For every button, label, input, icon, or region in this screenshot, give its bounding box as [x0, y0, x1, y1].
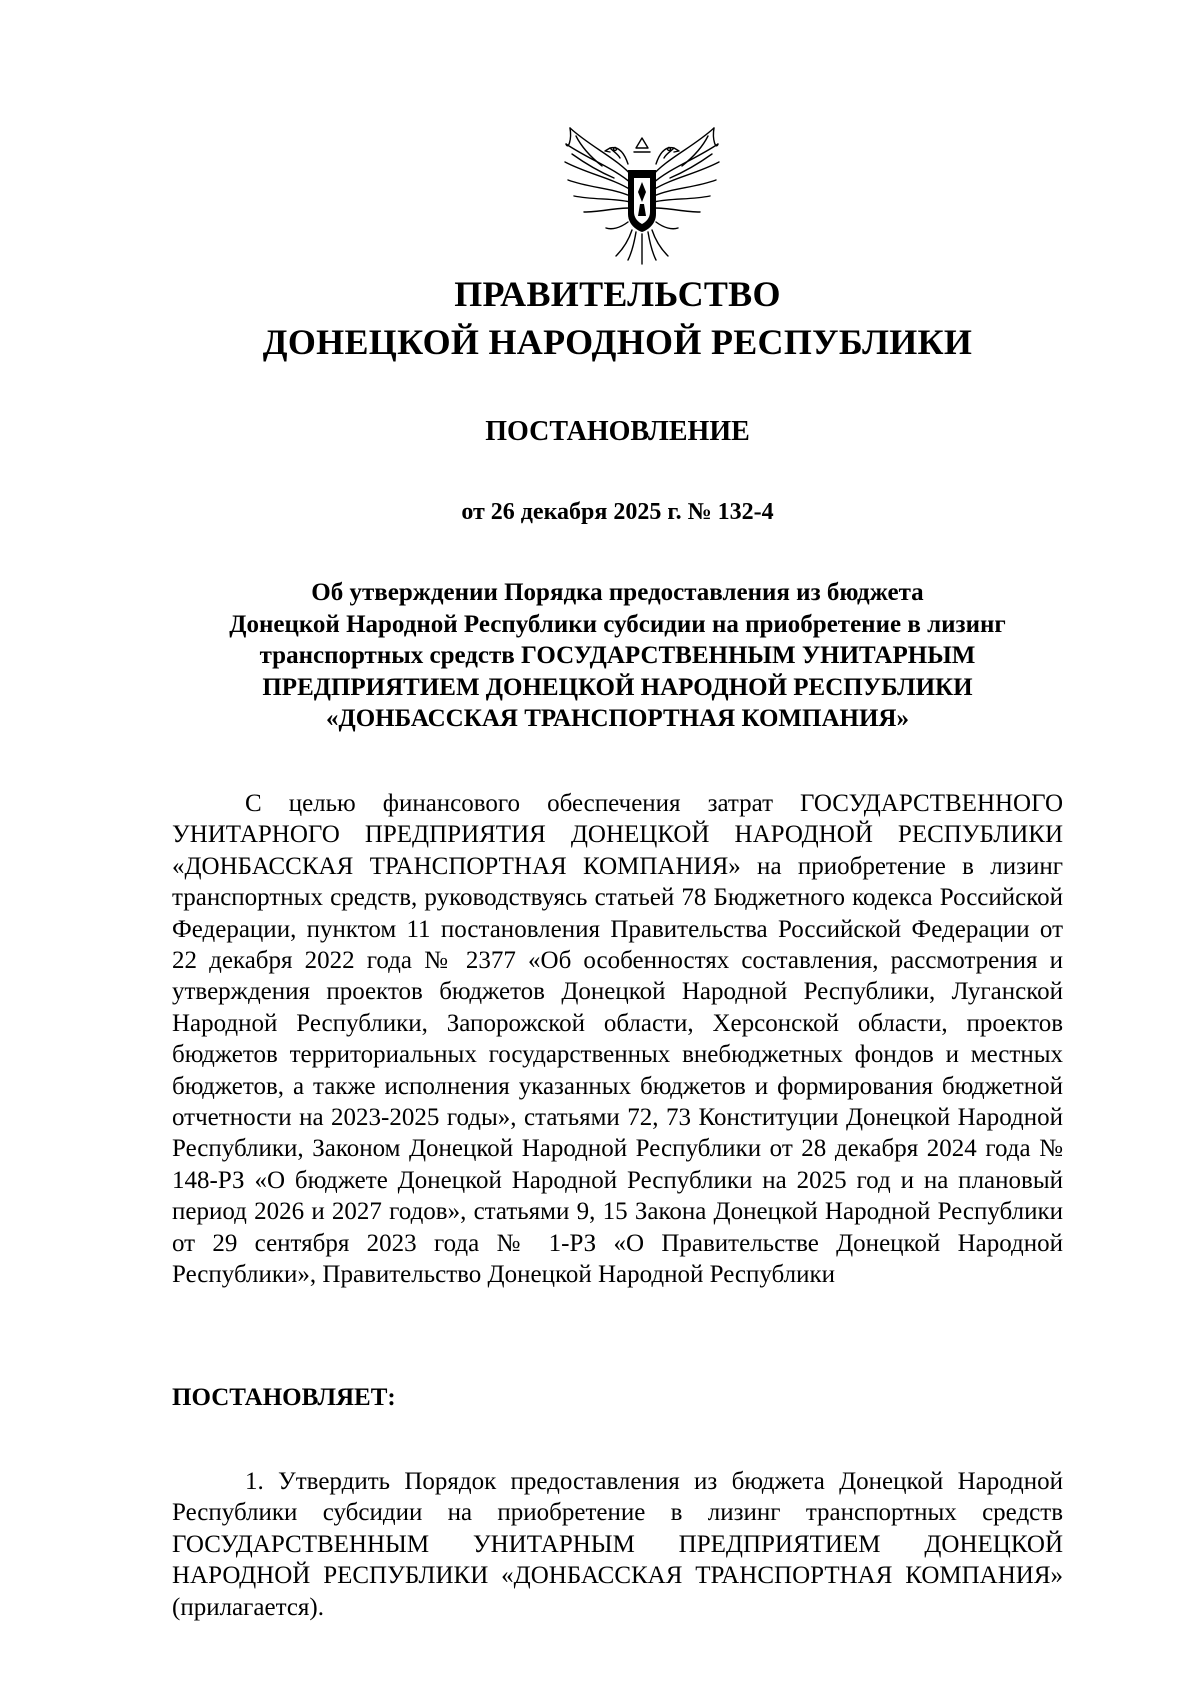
document-date-number: от 26 декабря 2025 г. № 132-4 [461, 499, 774, 525]
coat-of-arms-icon [562, 118, 722, 268]
subject-line: Донецкой Народной Республики субсидии на приобретение в лизинг [229, 610, 1006, 638]
organization-title-line-2: ДОНЕЦКОЙ НАРОДНОЙ РЕСПУБЛИКИ [262, 322, 973, 362]
organization-title-line-1: ПРАВИТЕЛЬСТВО [454, 274, 781, 314]
subject-line: «ДОНБАССКАЯ ТРАНСПОРТНАЯ КОМПАНИЯ» [326, 705, 909, 732]
subject-line: ПРЕДПРИЯТИЕМ ДОНЕЦКОЙ НАРОДНОЙ РЕСПУБЛИКИ [262, 673, 973, 701]
resolution-item-1: 1. Утвердить Порядок предоставления из бюджета Донецкой Народной Республики субсидии на приобретение в лизинг транспортных средств ГОСУДАРСТВЕННЫМ УНИТАРНЫМ ПРЕДПРИЯТИЕМ ДОНЕЦКОЙ НАРОДНОЙ РЕСПУБЛИКИ «ДОНБАССКАЯ ТРАНСПОРТНАЯ КОМПАНИЯ» (прилагается). [172, 1468, 1063, 1621]
preamble-paragraph: С целью финансового обеспечения затрат ГОСУДАРСТВЕННОГО УНИТАРНОГО ПРЕДПРИЯТИЯ ДОНЕЦКОЙ НАРОДНОЙ РЕСПУБЛИКИ «ДОНБАССКАЯ ТРАНСПОРТНАЯ КОМПАНИЯ» на приобретение в лизинг транспортных средств, руководствуясь статьей 78 Бюджетного кодекса Российской Федерации, пунктом 11 постановления Правительства Российской Федерации от 22 декабря 2022 года № 2377 «Об особенностях составления, рассмотрения и утверждения проектов бюджетов Донецкой Народной Республики, Луганской Народной Республики, Запорожской области, Херсонской области, проектов бюджетов территориальных государственных внебюджетных фондов и местных бюджетов, а также исполнения указанных бюджетов и формирования бюджетной отчетности на 2023-2025 годы», статьями 72, 73 Конституции Донецкой Народной Республики, Законом Донецкой Народной Республики от 28 декабря 2024 года № 148-РЗ «О бюджете Донецкой Народной Республики на 2025 год и на плановый период 2026 и 2027 годов», статьями 9, 15 Закона Донецкой Народной Республики от 29 сентября 2023 года № 1-РЗ «О Правительстве Донецкой Народной Республики», Правительство Донецкой Народной Республики [172, 790, 1063, 1289]
resolves-heading: ПОСТАНОВЛЯЕТ: [172, 1384, 396, 1411]
document-type: ПОСТАНОВЛЕНИЕ [485, 416, 750, 447]
subject-line: транспортных средств ГОСУДАРСТВЕННЫМ УНИТАРНЫМ [259, 642, 976, 669]
subject-line: Об утверждении Порядка предоставления из бюджета [311, 579, 924, 606]
organization-title [172, 270, 1063, 366]
document-subject [172, 577, 1063, 735]
